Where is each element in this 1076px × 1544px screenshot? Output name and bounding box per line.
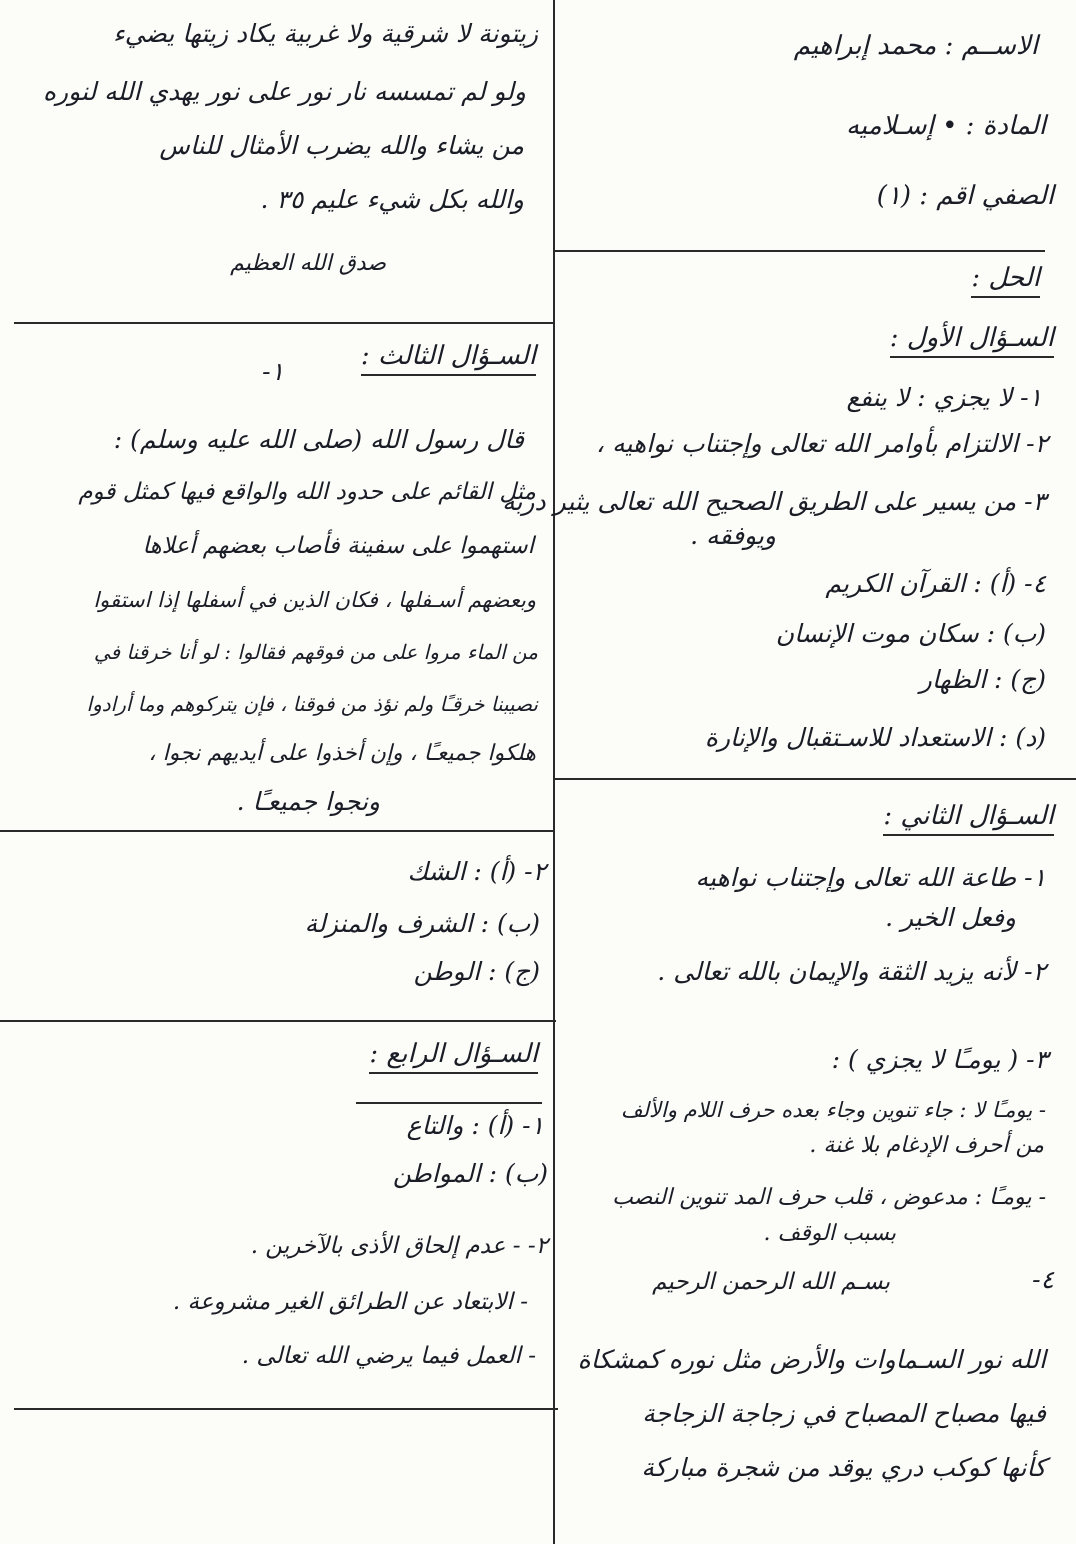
q2-item-3b: - يومـًا : مدعوض ، قلب حرف المد تنوين النصب xyxy=(612,1185,1046,1210)
verse-cont-line-2: ولو لم تمسسه نار نور على نور يهدي الله لنوره xyxy=(42,77,526,106)
student-name-line: الاســم : محمد إبراهيم xyxy=(793,31,1038,61)
q4-title-rule xyxy=(356,1102,542,1104)
header-divider xyxy=(555,250,1045,252)
q4-item-1b: (ب) : المواطن xyxy=(392,1159,548,1188)
q2-item-1-cont: وفعل الخير . xyxy=(885,903,1016,932)
q1-item-4a: ٤- (أ) : القرآن الكريم xyxy=(825,569,1046,598)
q4-item-2c: - العمل فيما يرضي الله تعالى . xyxy=(241,1343,536,1369)
verse-divider xyxy=(14,322,554,324)
verse-line-3: كأنها كوكب دري يوقد من شجرة مباركة xyxy=(641,1453,1046,1482)
subject-line: المادة : • إسـلاميه xyxy=(845,111,1046,141)
q1-item-3: ٣- من يسير على الطريق الصحيح الله تعالى يثير دربه xyxy=(502,487,1046,516)
q1-item-4d: (د) : الاستعداد للاسـتقبال والإنارة xyxy=(704,723,1046,752)
q3-hadith-3: استهموا على سفينة فأصاب بعضهم أعلاها xyxy=(142,533,534,559)
q4-item-1a: ١- (أ) : والتاع xyxy=(406,1111,544,1140)
q3-title: السـؤال الثالث : xyxy=(361,340,536,376)
q4-item-2b: - الابتعاد عن الطرائق الغير مشروعة . xyxy=(172,1289,528,1315)
q3-hadith-1: قال رسول الله (صلى الله عليه وسلم) : xyxy=(113,425,524,454)
q2-item-3b-cont: بسبب الوقف . xyxy=(763,1221,896,1246)
q3-hadith-7: هلكوا جميعـًا ، وإن أخذوا على أيديهم نجوا ، xyxy=(148,741,536,766)
q3-hadith-5: من الماء مروا على من فوقهم فقالوا : لو أنا خرقنا في xyxy=(93,640,538,664)
q3-part1-divider xyxy=(0,830,554,832)
q3-divider xyxy=(0,1020,556,1022)
q3-hadith-2: مثل القائم على حدود الله والواقع فيها كمثل قوم xyxy=(78,479,536,505)
q2-title: السـؤال الثاني : xyxy=(883,800,1054,836)
q2-item-3a-cont: من أحرف الإدغام بلا غنة . xyxy=(809,1133,1044,1158)
q1-item-4b: (ب) : سكان موت الإنسان xyxy=(775,619,1046,648)
solution-label: الحل : xyxy=(971,262,1040,298)
q4-title: السـؤال الرابع : xyxy=(369,1038,538,1074)
q2-item-4-num: ٤- xyxy=(1032,1265,1054,1294)
q3-hadith-8: ونجوا جميعـًا . xyxy=(236,787,380,816)
q1-item-4c: (ج) : الظهار xyxy=(919,665,1046,694)
verse-line-2: فيها مصباح المصباح في زجاجة الزجاجة xyxy=(642,1399,1046,1428)
q2-item-1: ١- طاعة الله تعالى وإجتناب نواهيه xyxy=(695,863,1046,892)
q2-item-3a: - يومـًا لا : جاء تنوين وجاء بعده حرف اللام والألف xyxy=(620,1098,1046,1122)
verse-cont-line-3: من يشاء والله يضرب الأمثال للناس xyxy=(159,131,524,160)
q3-num: ١- xyxy=(262,357,284,386)
q3-hadith-6: نصيبنا خرقـًا ولم نؤذ من فوقنا ، فإن يتركوهم وما أرادوا xyxy=(86,692,538,716)
q1-item-1: ١- لا يجزي : لا ينفع xyxy=(846,383,1042,412)
verse-cont-line-4: والله بكل شيء عليم ٣٥ . xyxy=(260,185,524,214)
q1-item-3-cont: ويوفقه . xyxy=(690,521,776,550)
q4-item-2a: ٢- - عدم إلحاق الأذى بالآخرين . xyxy=(250,1233,548,1259)
verse-cont-line-1: زيتونة لا شرقية ولا غربية يكاد زيتها يضيء xyxy=(113,19,538,48)
q3-sub2-a: ٢- (أ) : الشك xyxy=(407,857,546,886)
q2-item-2: ٢- لأنه يزيد الثقة والإيمان بالله تعالى . xyxy=(657,957,1046,986)
grade-line: الصفي اقم : (١) xyxy=(876,181,1054,211)
column-divider xyxy=(553,0,555,1544)
q3-sub2-b: (ب) : الشرف والمنزلة xyxy=(304,909,540,938)
basmala: بسـم الله الرحمن الرحيم xyxy=(652,1269,890,1295)
q2-item-3: ٣- ( يومـًا لا يجزي ) : xyxy=(831,1045,1048,1074)
q3-sub2-c: (ج) : الوطن xyxy=(413,957,540,986)
sadaqa-line: صدق الله العظيم xyxy=(230,251,386,276)
q4-divider xyxy=(14,1408,558,1410)
q1-title: السـؤال الأول : xyxy=(890,322,1054,358)
q1-divider xyxy=(555,778,1076,780)
verse-line-1: الله نور السـماوات والأرض مثل نوره كمشكاة xyxy=(577,1345,1046,1374)
q1-item-2: ٢- الالتزام بأوامر الله تعالى وإجتناب نواهيه ، xyxy=(596,429,1048,458)
q3-hadith-4: وبعضهم أسـفلها ، فكان الذين في أسفلها إذا استقوا xyxy=(93,588,536,612)
